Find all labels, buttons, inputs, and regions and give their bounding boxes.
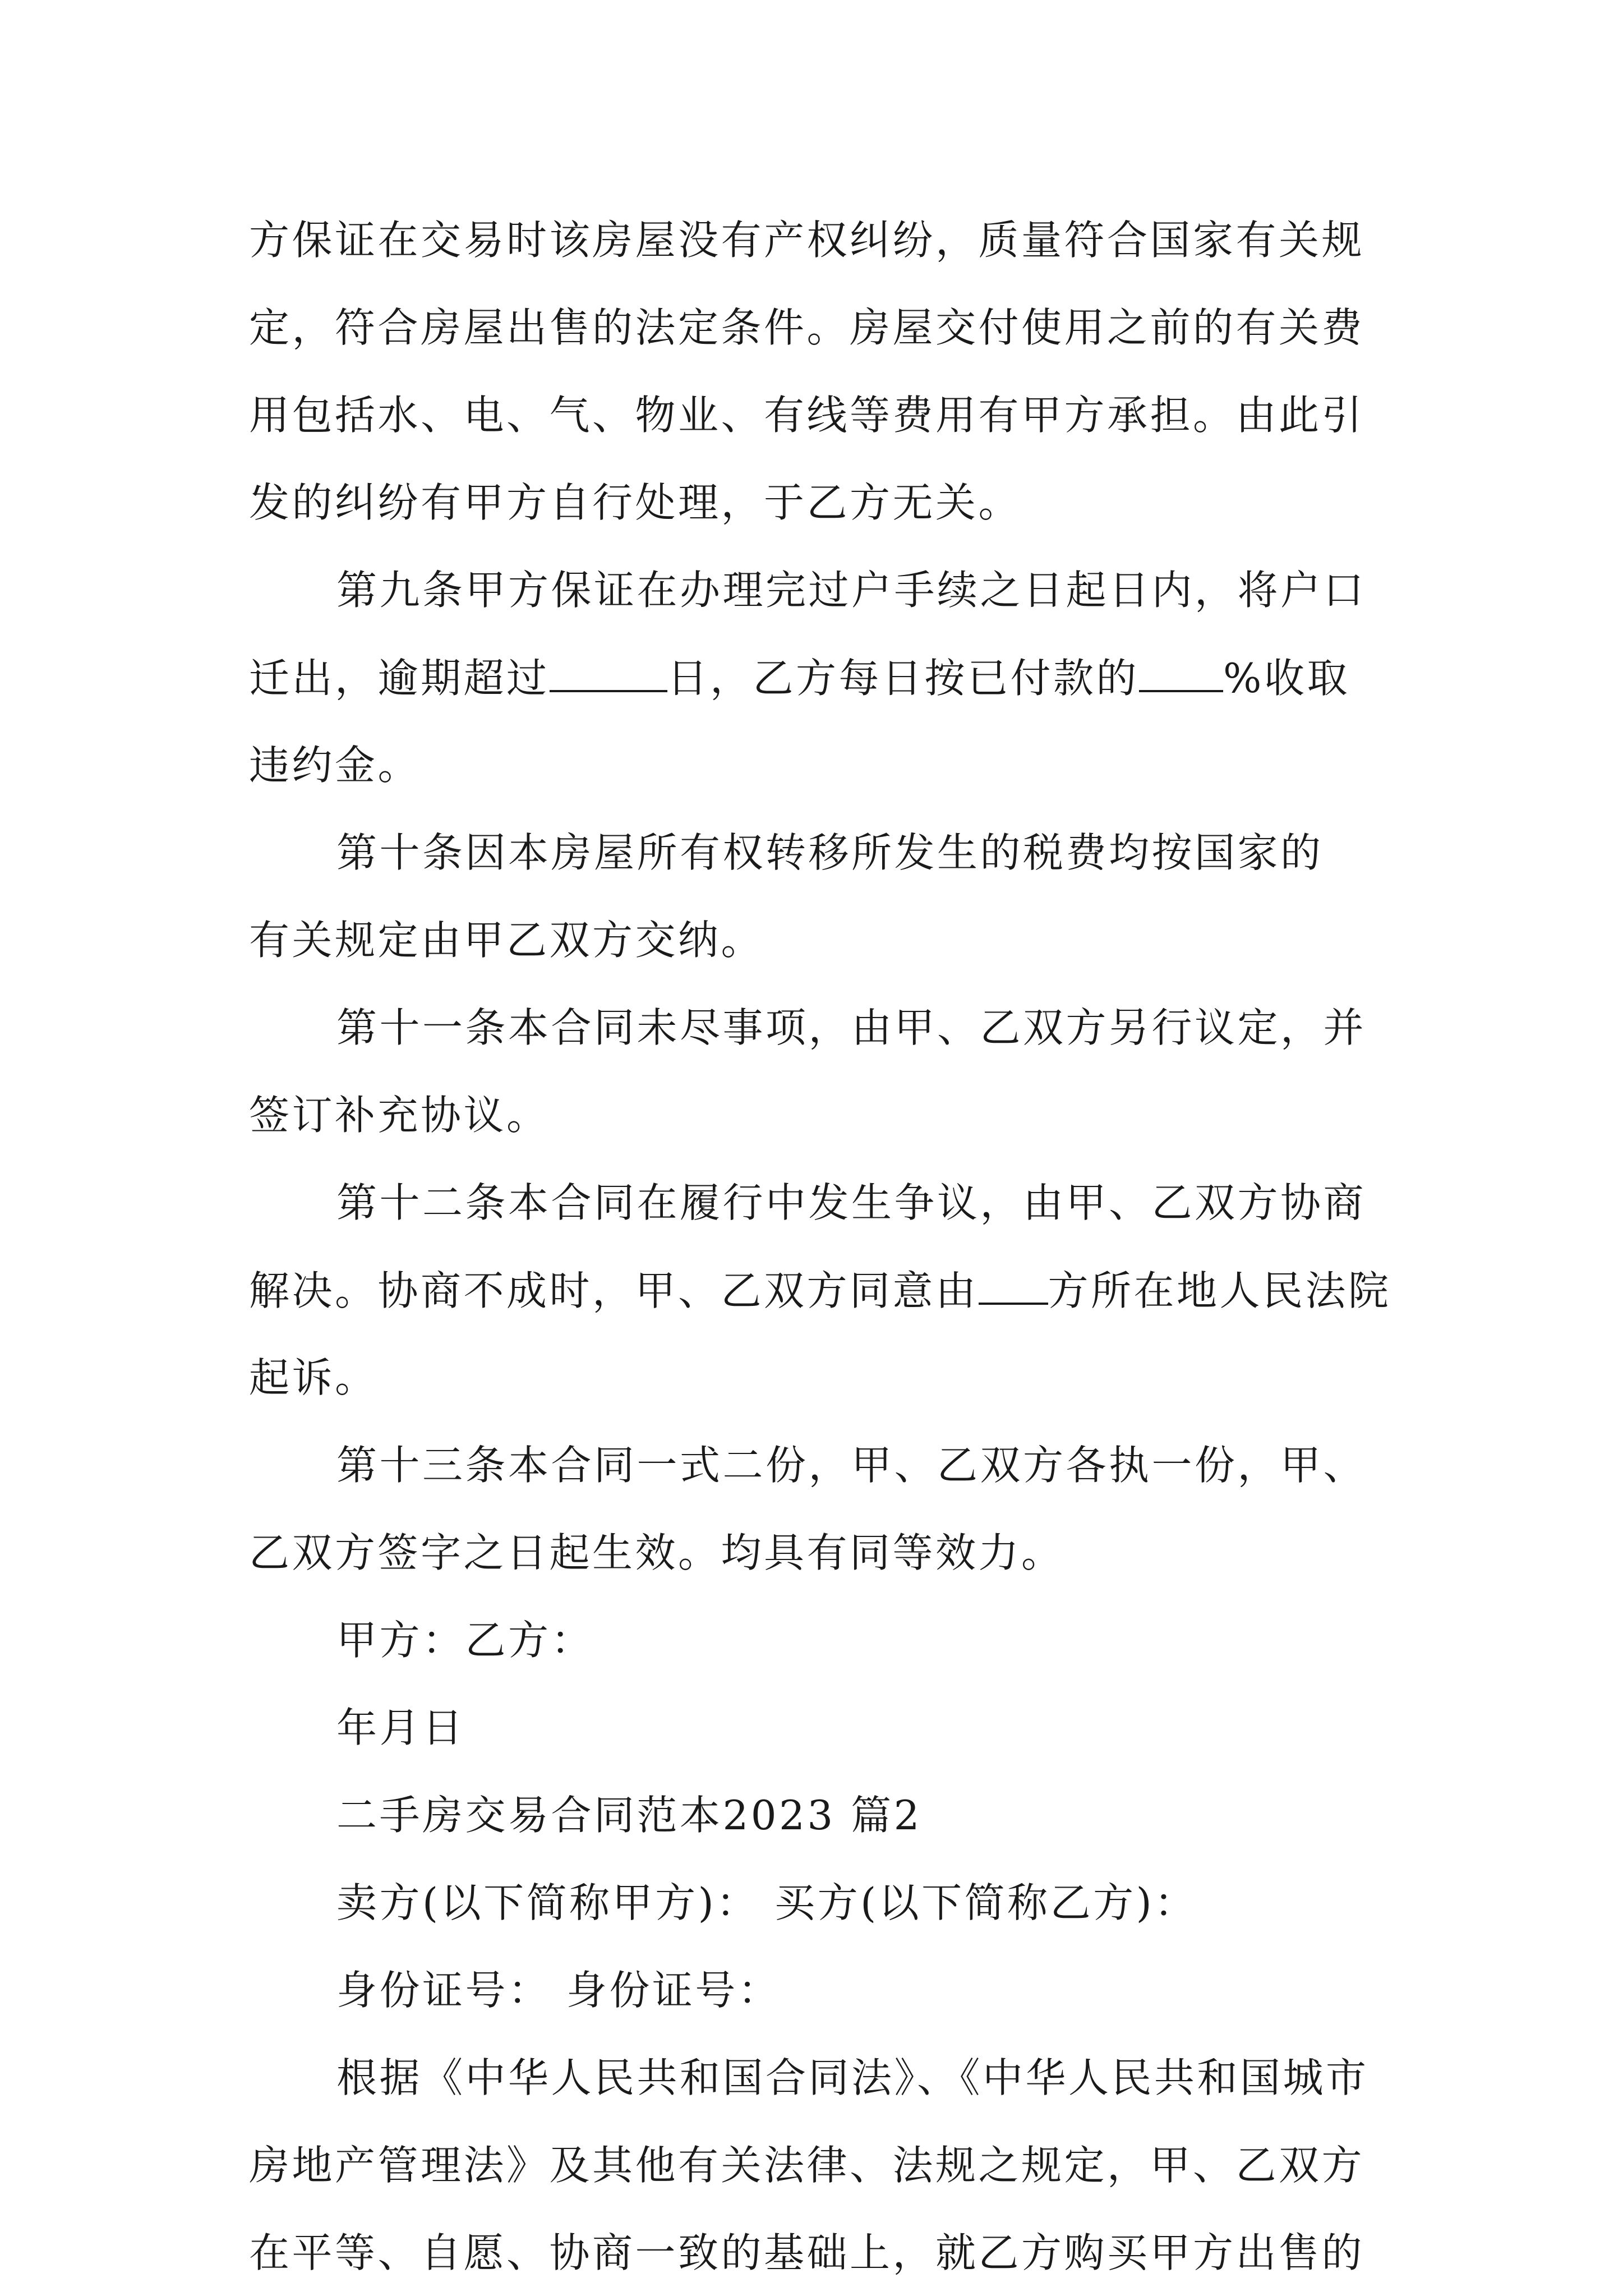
text-fragment: 日，乙方每日按已付款的 xyxy=(667,655,1140,702)
text-line: 发的纠纷有甲方自行处理，于乙方无关。 xyxy=(249,479,1022,526)
text-line: 有关规定由甲乙双方交纳。 xyxy=(249,917,764,964)
text-line: 用包括水、电、气、物业、有线等费用有甲方承担。由此引 xyxy=(249,392,1365,439)
text-fragment: 迁出，逾期超过 xyxy=(249,655,550,702)
text-line: 乙双方签字之日起生效。均具有同等效力。 xyxy=(249,1529,1064,1576)
article-9-line: 第九条甲方保证在办理完过户手续之日起日内，将户口 xyxy=(336,567,1367,614)
article-11-line: 第十一条本合同未尽事项，由甲、乙双方另行议定，并 xyxy=(336,1004,1367,1051)
text-line: 违约金。 xyxy=(249,742,421,789)
text-line: 房地产管理法》及其他有关法律、法规之规定，甲、乙双方 xyxy=(249,2142,1365,2189)
text-line: 起诉。 xyxy=(249,1354,378,1401)
text-line: 签订补充协议。 xyxy=(249,1092,550,1139)
parties-line: 卖方(以下简称甲方)： 买方(以下简称乙方)： xyxy=(336,1879,1197,1926)
signature-parties-line: 甲方：乙方： xyxy=(336,1617,594,1664)
article-12-fill-line xyxy=(249,1263,1391,1317)
article-12-line: 第十二条本合同在履行中发生争议，由甲、乙双方协商 xyxy=(336,1179,1367,1226)
blank-underline xyxy=(550,651,667,692)
article-9-fill-line xyxy=(249,651,1350,705)
text-fragment: %收取 xyxy=(1223,655,1350,702)
blank-underline xyxy=(1139,651,1223,692)
preamble-line: 根据《中华人民共和国合同法》、《中华人民共和国城市 xyxy=(336,2054,1369,2101)
text-fragment: 解决。协商不成时，甲、乙双方同意由 xyxy=(249,1267,979,1314)
article-13-line: 第十三条本合同一式二份，甲、乙双方各执一份，甲、 xyxy=(336,1442,1367,1489)
id-number-line: 身份证号： 身份证号： xyxy=(336,1967,781,2014)
section-heading: 二手房交易合同范本2023 篇2 xyxy=(336,1792,922,1839)
blank-underline xyxy=(979,1263,1048,1305)
article-10-line: 第十条因本房屋所有权转移所发生的税费均按国家的 xyxy=(336,829,1324,876)
text-line: 在平等、自愿、协商一致的基础上，就乙方购买甲方出售的 xyxy=(249,2229,1365,2276)
text-line: 定，符合房屋出售的法定条件。房屋交付使用之前的有关费 xyxy=(249,304,1365,351)
date-line: 年月日 xyxy=(336,1704,465,1751)
text-line: 方保证在交易时该房屋没有产权纠纷，质量符合国家有关规 xyxy=(249,217,1365,264)
text-fragment: 方所在地人民法院 xyxy=(1048,1267,1391,1314)
